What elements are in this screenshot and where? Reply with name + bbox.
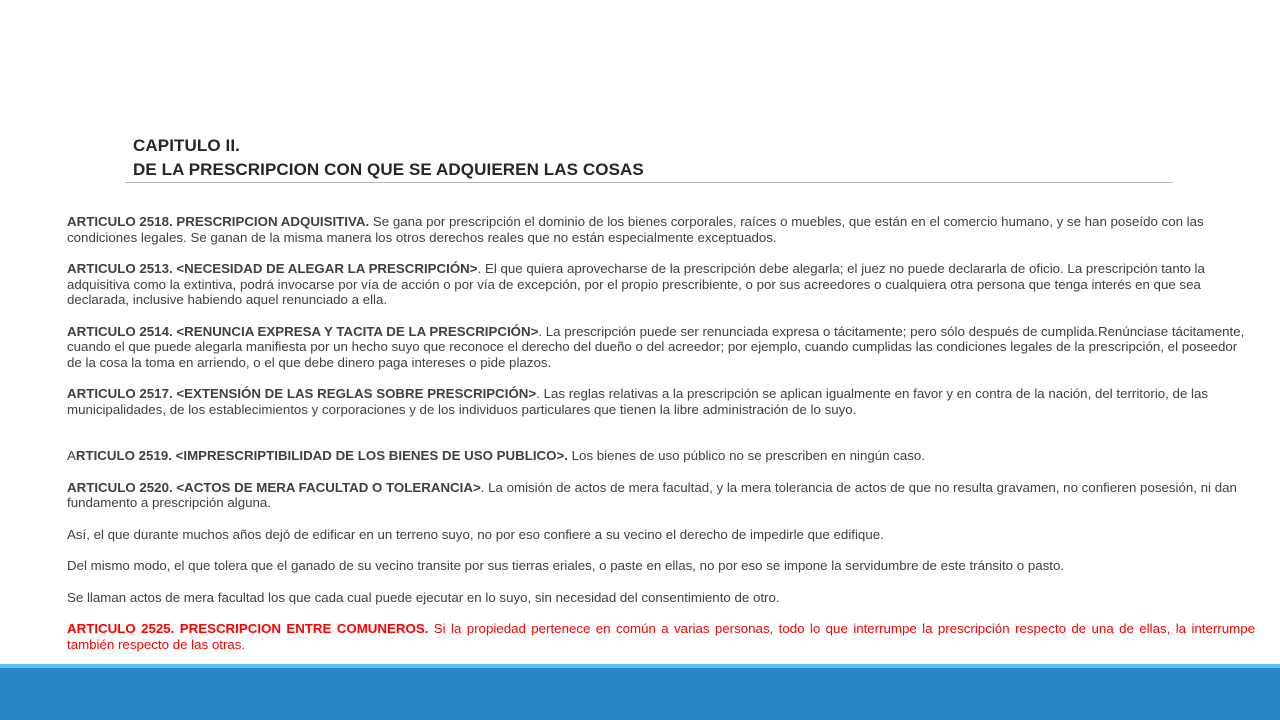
article-heading-initial: A bbox=[67, 448, 76, 463]
article-text: . La omisión de actos de mera facultad, y la mera tolerancia de actos de que no resulta gravamen, no confieren posesión, ni dan fundamento a prescripción alguna. bbox=[67, 479, 1237, 510]
article-text: . La prescripción puede ser renunciada expresa o tácitamente; pero sólo después de cumplida.Renúnciase tácitamente, cuando el que puede alegarla manifiesta por un hecho suyo que reconoce el derecho del dueño o del acreedor; por ejemplo, cuando cumplidas las condiciones legales de la prescripción, el poseedor de la cosa la toma en arriendo, o el que debe dinero paga intereses o pide plazos. bbox=[67, 323, 1245, 370]
article-text: Los bienes de uso público no se prescriben en ningún caso. bbox=[567, 448, 925, 463]
article-text: Si la propiedad pertenece en común a varias personas, todo lo que interrumpe la prescripción respecto de una de ellas, la interrumpe también respecto de las otras. bbox=[67, 621, 1255, 652]
article-heading: ARTICULO 2514. <RENUNCIA EXPRESA Y TACITA DE LA PRESCRIPCIÓN> bbox=[67, 323, 539, 339]
article-heading: ARTICULO 2517. <EXTENSIÓN DE LAS REGLAS SOBRE PRESCRIPCIÓN> bbox=[67, 386, 537, 401]
article-text: . El que quiera aprovecharse de la prescripción debe alegarla; el juez no puede declararla de oficio. La prescripción tanto la adquisitiva como la extintiva, podrá invocarse por vía de acción o por vía de excepción, por el propio prescribiente, o por sus acreedores o cualquiera otra persona que tenga interés en que sea declarada, inclusive habiendo aquel renunciado a ella. bbox=[67, 261, 1205, 307]
slide-title bbox=[133, 134, 1173, 182]
footer-bar bbox=[0, 664, 1280, 720]
slide-body bbox=[67, 214, 1255, 652]
article-text: Se gana por prescripción el dominio de los bienes corporales, raíces o muebles, que están en el comercio humano, y se han poseído con las condiciones legales. Se ganan de la misma manera los otros derechos reales que no están especialmente exceptuados. bbox=[67, 214, 1204, 245]
article-text: . Las reglas relativas a la prescripción se aplican igualmente en favor y en contra de la nación, del territorio, de las municipalidades, de los establecimientos y corporaciones y de los individuos particulares que tienen la libre administración de lo suyo. bbox=[67, 386, 1209, 417]
article-2519 bbox=[67, 448, 1255, 464]
paragraph-example-building: Así, el que durante muchos años dejó de edificar en un terreno suyo, no por eso confiere a su vecino el derecho de impedirle que edifique. bbox=[67, 526, 884, 542]
title-divider bbox=[125, 182, 1173, 183]
article-2520 bbox=[67, 480, 1255, 511]
article-2513 bbox=[67, 261, 1255, 308]
article-heading: ARTICULO 2518. PRESCRIPCION ADQUISITIVA. bbox=[67, 214, 370, 229]
article-2518 bbox=[67, 214, 1255, 245]
paragraph-definition: Se llaman actos de mera facultad los que cada cual puede ejecutar en lo suyo, sin necesidad del consentimiento de otro. bbox=[67, 589, 780, 605]
article-heading: ARTICULO 2525. PRESCRIPCION ENTRE COMUNEROS. bbox=[67, 621, 429, 636]
article-2514 bbox=[67, 324, 1255, 371]
article-2525 bbox=[67, 621, 1255, 652]
chapter-title: CAPITULO II. bbox=[133, 136, 240, 155]
article-heading: RTICULO 2519. <IMPRESCRIPTIBILIDAD DE LOS BIENES DE USO PUBLICO>. bbox=[75, 448, 568, 463]
paragraph-example-cattle: Del mismo modo, el que tolera que el ganado de su vecino transite por sus tierras eriales, o paste en ellas, no por eso se impone la servidumbre de este tránsito o pasto. bbox=[67, 558, 1065, 573]
article-2517 bbox=[67, 386, 1255, 417]
chapter-subtitle: DE LA PRESCRIPCION CON QUE SE ADQUIEREN LAS COSAS bbox=[133, 160, 644, 179]
article-heading: ARTICULO 2513. <NECESIDAD DE ALEGAR LA PRESCRIPCIÓN> bbox=[67, 261, 478, 276]
footer-accent-stripe bbox=[0, 664, 1280, 668]
article-heading: ARTICULO 2520. <ACTOS DE MERA FACULTAD O TOLERANCIA> bbox=[67, 479, 481, 495]
